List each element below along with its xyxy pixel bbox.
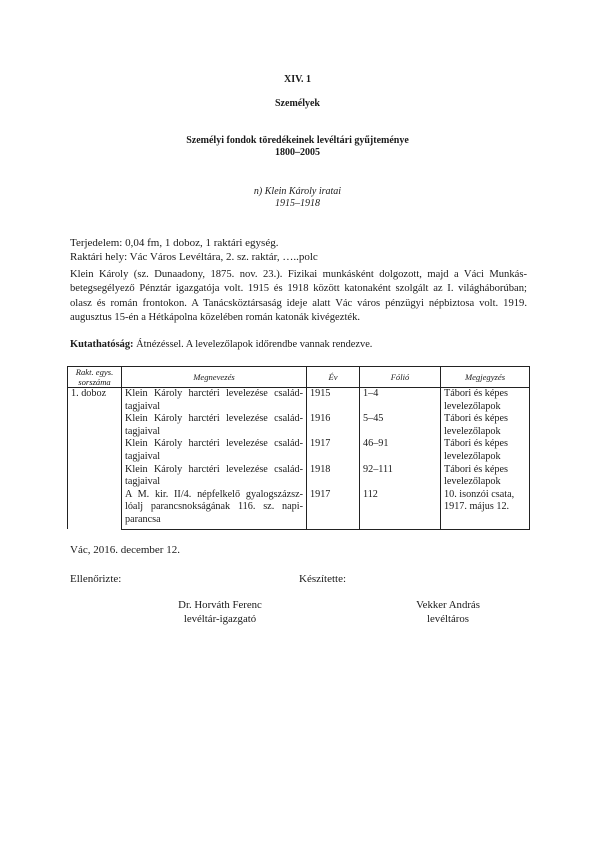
bio-line: Klein Károly (sz. Dunaadony, 1875. nov. 23.). Fizikai munkásként dolgozott, majd a Váci Munkás- (70, 269, 527, 280)
note-cell (441, 388, 530, 414)
checker-signature-block (150, 598, 290, 626)
col-header-title: Megnevezés (122, 367, 307, 388)
bio-line: betegsegélyező Pénztár igazgatója volt. 1915 és 1918 között katonaként szolgált az I. világháborúban; (70, 283, 527, 295)
title-line: lóalj parancsnokságának 116. sz. napi- (125, 501, 303, 513)
biography-paragraph (70, 268, 527, 326)
table-row (68, 489, 530, 529)
table-row (68, 464, 530, 489)
note-line: 1917. május 12. (444, 501, 510, 513)
title-line: tagjaival (125, 476, 161, 488)
section-title: Személyek (275, 98, 320, 109)
folio-cell: 112 (360, 489, 441, 529)
title-line: tagjaival (125, 425, 161, 437)
access-line (70, 339, 372, 350)
subfond-years: 1915–1918 (275, 198, 320, 209)
col-header-note: Megjegyzés (441, 367, 530, 388)
title-cell (122, 388, 307, 414)
checked-label: Ellenőrizte: (70, 573, 122, 585)
note-line: levelezőlapok (444, 425, 501, 437)
note-cell (441, 413, 530, 438)
title-line: Klein Károly harctéri levelezése család- (125, 463, 303, 475)
table-row (68, 438, 530, 463)
title-line: Klein Károly harctéri levelezése család- (125, 388, 303, 399)
collection-title-text: Személyi fondok töredékeinek levéltári gyűjteménye (186, 135, 409, 146)
place-date: Vác, 2016. december 12. (70, 544, 180, 556)
bio-line: augusztus 15-én a Hétkápolna közelében román katonák kivégezték. (70, 312, 361, 324)
title-cell (122, 489, 307, 529)
title-line: parancsa (125, 513, 161, 525)
checker-name: Dr. Horváth Ferenc (178, 599, 262, 611)
year-cell: 1917 (307, 489, 360, 529)
note-cell (441, 438, 530, 463)
extent-line: Terjedelem: 0,04 fm, 1 doboz, 1 raktári egység. (70, 237, 279, 249)
year-cell: 1917 (307, 438, 360, 463)
note-line: Tábori és képes (444, 388, 508, 399)
note-line: levelezőlapok (444, 400, 501, 412)
table-row (68, 388, 530, 414)
prepared-label: Készítette: (299, 573, 347, 585)
title-cell (122, 464, 307, 489)
title-cell (122, 413, 307, 438)
note-line: 10. isonzói csata, (444, 488, 515, 500)
extent-block (70, 236, 318, 264)
year-cell: 1918 (307, 464, 360, 489)
subfond-title: n) Klein Károly iratai (253, 186, 342, 197)
title-line: tagjaival (125, 450, 161, 462)
note-cell (441, 489, 530, 529)
note-line: levelezőlapok (444, 476, 501, 488)
folio-cell: 1–4 (360, 388, 441, 414)
col-header-unit-line1: Rakt. egys. (75, 367, 114, 377)
note-line: levelezőlapok (444, 450, 501, 462)
folio-cell: 5–45 (360, 413, 441, 438)
preparer-signature-block (383, 598, 513, 626)
col-header-year: Év (307, 367, 360, 388)
table-row (68, 413, 530, 438)
title-line: Klein Károly harctéri levelezése család- (125, 438, 303, 450)
title-line: A M. kir. II/4. népfelkelő gyalogszázsz- (125, 488, 303, 500)
checker-title: levéltár-igazgató (183, 613, 257, 625)
note-line: Tábori és képes (444, 463, 508, 475)
note-cell (441, 464, 530, 489)
subfond-heading (0, 186, 595, 210)
title-line: Klein Károly harctéri levelezése család- (125, 413, 303, 425)
folio-cell: 92–111 (360, 464, 441, 489)
preparer-name: Vekker András (416, 599, 480, 611)
inventory-table (67, 366, 530, 530)
col-header-unit-line2: sorszáma (78, 377, 111, 387)
note-line: Tábori és képes (444, 438, 508, 450)
col-header-folio: Fólió (360, 367, 441, 388)
year-cell: 1916 (307, 413, 360, 438)
collection-title (0, 135, 595, 159)
collection-years: 1800–2005 (275, 147, 320, 158)
col-header-unit (68, 367, 122, 388)
access-label: Kutathatóság: (70, 339, 134, 350)
location-line: Raktári hely: Vác Város Levéltára, 2. sz. raktár, …..polc (70, 251, 318, 263)
title-cell (122, 438, 307, 463)
fond-number: XIV. 1 (283, 74, 312, 85)
bio-line: olasz és román frontokon. A Tanácsköztársaság ideje alatt Vác város pénzügyi népbiztosa volt. 1919. (70, 297, 527, 309)
table-header-row (68, 367, 530, 388)
folio-cell: 46–91 (360, 438, 441, 463)
unit-cell: 1. doboz (68, 388, 122, 530)
title-line: tagjaival (125, 400, 161, 412)
year-cell: 1915 (307, 388, 360, 414)
access-text: Átnézéssel. A levelezőlapok időrendbe vannak rendezve. (133, 339, 373, 350)
note-line: Tábori és képes (444, 413, 508, 425)
preparer-title: levéltáros (427, 613, 469, 625)
